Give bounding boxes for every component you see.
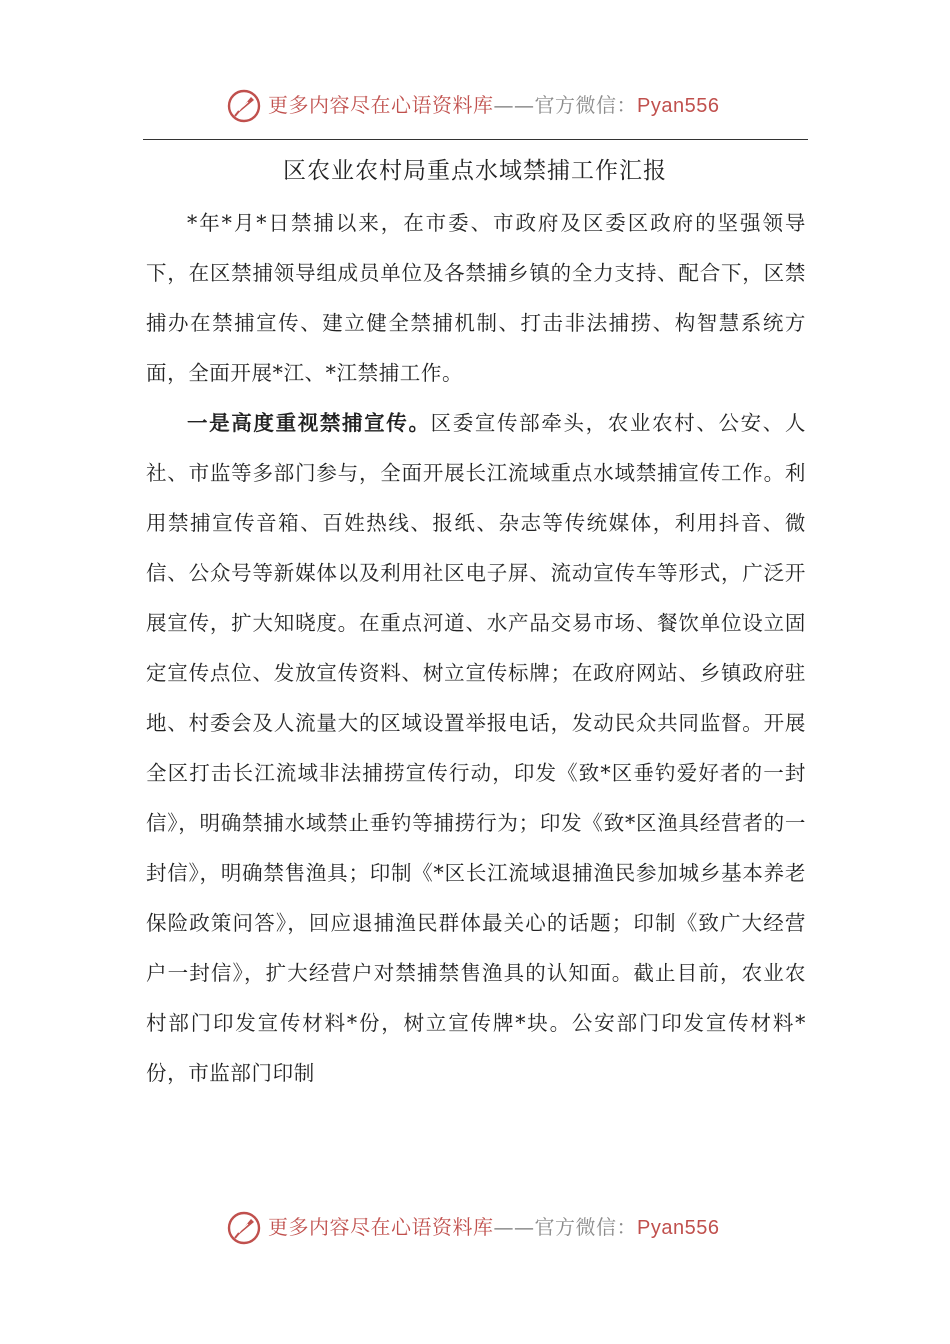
banner-wechat-id: Pyan556	[637, 1217, 720, 1239]
quill-logo-icon	[227, 89, 261, 123]
banner-main-text: 更多内容尽在心语资料库	[268, 1215, 494, 1239]
paragraph-heading: 一是高度重视禁捕宣传。	[187, 411, 431, 435]
banner-text	[268, 1212, 719, 1243]
banner-text	[268, 90, 719, 121]
header-banner	[0, 86, 950, 126]
document-title: 区农业农村局重点水域禁捕工作汇报	[283, 158, 667, 184]
header-divider	[143, 139, 808, 140]
paragraph-publicity-text: 区委宣传部牵头，农业农村、公安、人社、市监等多部门参与，全面开展长江流域重点水域禁捕宣传工作。利用禁捕宣传音箱、百姓热线、报纸、杂志等传统媒体，利用抖音、微信、公众号等新媒体以及利用社区电子屏、流动宣传车等形式，广泛开展宣传，扩大知晓度。在重点河道、水产品交易市场、餐饮单位设立固定宣传点位、发放宣传资料、树立宣传标牌；在政府网站、乡镇政府驻地、村委会及人流量大的区域设置举报电话，发动民众共同监督。开展全区打击长江流域非法捕捞宣传行动，印发《致*区垂钓爱好者的一封信》，明确禁捕水域禁止垂钓等捕捞行为；印发《致*区渔具经营者的一封信》，明确禁售渔具；印制《*区长江流域退捕渔民参加城乡基本养老保险政策问答》，回应退捕渔民群体最关心的话题；印制《致广大经营户一封信》，扩大经营户对禁捕禁售渔具的认知面。截止目前，农业农村部门印发宣传材料*份，树立宣传牌*块。公安部门印发宣传材料*份，市监部门印制	[146, 411, 806, 1085]
banner-dash: ——	[493, 93, 535, 117]
banner-main-text: 更多内容尽在心语资料库	[268, 93, 494, 117]
banner-dash: ——	[493, 1215, 535, 1239]
footer-banner	[0, 1208, 950, 1248]
banner-label: 官方微信：	[534, 1215, 637, 1239]
quill-logo-icon	[227, 1211, 261, 1245]
paragraph-publicity	[146, 398, 806, 1098]
paragraph-intro: *年*月*日禁捕以来，在市委、市政府及区委区政府的坚强领导下，在区禁捕领导组成员单位及各禁捕乡镇的全力支持、配合下，区禁捕办在禁捕宣传、建立健全禁捕机制、打击非法捕捞、构智慧系统方面，全面开展*江、*江禁捕工作。	[146, 211, 806, 385]
banner-wechat-id: Pyan556	[637, 95, 720, 117]
banner-label: 官方微信：	[534, 93, 637, 117]
document-body	[146, 198, 806, 1098]
